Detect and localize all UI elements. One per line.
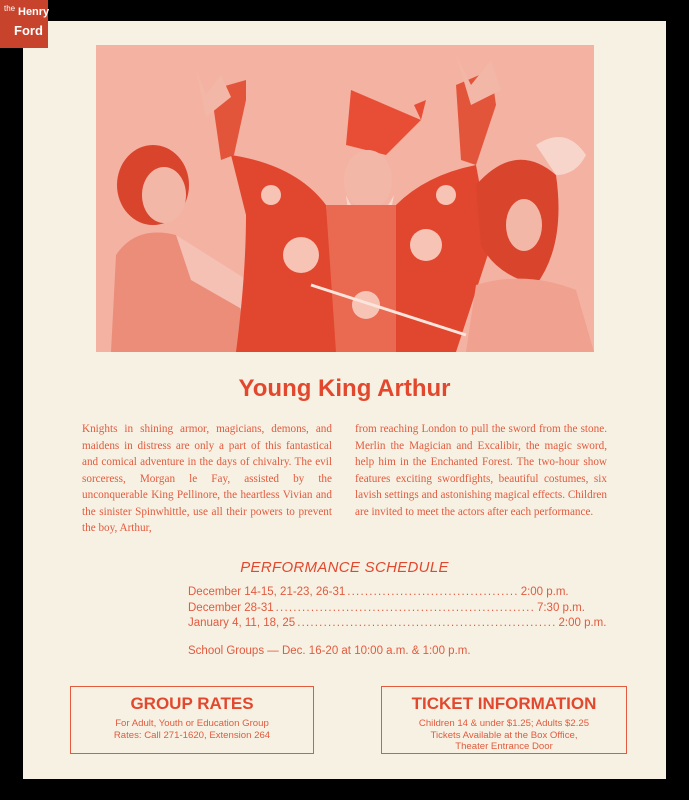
logo-ford: Ford <box>14 23 43 38</box>
group-rates-line: For Adult, Youth or Education Group <box>115 718 269 729</box>
flyer-page <box>23 21 666 779</box>
schedule-time: 7:30 p.m. <box>536 601 585 614</box>
school-groups: School Groups — Dec. 16-20 at 10:00 a.m. & 1:00 p.m. <box>188 645 471 657</box>
schedule-time: 2:00 p.m. <box>558 617 607 629</box>
description-right: from reaching London to pull the sword from the stone. Merlin the Magician and Excalibir, the magic sword, help him in the Enchanted Forest. The two-hour show features exciting swordfights, beautiful costumes, six lavish settings and astonishing magical effects. Children are invited to meet the actors after each performance. <box>355 423 607 518</box>
ticket-info-heading: TICKET INFORMATION <box>411 694 597 713</box>
schedule-row <box>188 616 607 632</box>
henry-ford-logo[interactable] <box>0 0 48 48</box>
schedule-row <box>188 585 569 601</box>
schedule-heading: PERFORMANCE SCHEDULE <box>240 559 449 576</box>
schedule-dates: December 28-31 <box>188 601 274 614</box>
ticket-info-line: Theater Entrance Door <box>455 741 553 752</box>
group-rates-line: Rates: Call 271-1620, Extension 264 <box>113 729 271 741</box>
logo-the: the <box>4 4 16 13</box>
ticket-info-line: Tickets Available at the Box Office, <box>430 729 578 741</box>
play-title: Young King Arthur <box>238 375 451 402</box>
schedule-dates: January 4, 11, 18, 25 <box>188 617 296 629</box>
schedule-list <box>188 585 607 632</box>
leader-dots: ........................................................... <box>275 601 535 614</box>
group-rates-heading: GROUP RATES <box>130 694 254 713</box>
schedule-row <box>188 601 585 617</box>
schedule-dates: December 14-15, 21-23, 26-31 <box>188 586 346 598</box>
schedule-time: 2:00 p.m. <box>520 586 569 598</box>
cast-photo <box>96 45 594 352</box>
group-rates-box <box>70 686 314 754</box>
leader-dots: ........................................................... <box>297 617 557 629</box>
logo-henry: Henry <box>18 6 50 18</box>
ticket-info-line: Children 14 & under $1.25; Adults $2.25 <box>418 718 590 729</box>
description-left: Knights in shining armor, magicians, demons, and maidens in distress are only a part of this fantastical and comical adventure in the days of chivalry. The evil sorceress, Morgan le Fay, assisted by the unconquerable King Pellinore, the heartless Vivian and the sinister Spinwhittle, use all their powers to prevent the boy, Arthur, <box>82 423 332 534</box>
leader-dots: ....................................... <box>347 586 519 598</box>
ticket-info-box <box>381 686 627 754</box>
